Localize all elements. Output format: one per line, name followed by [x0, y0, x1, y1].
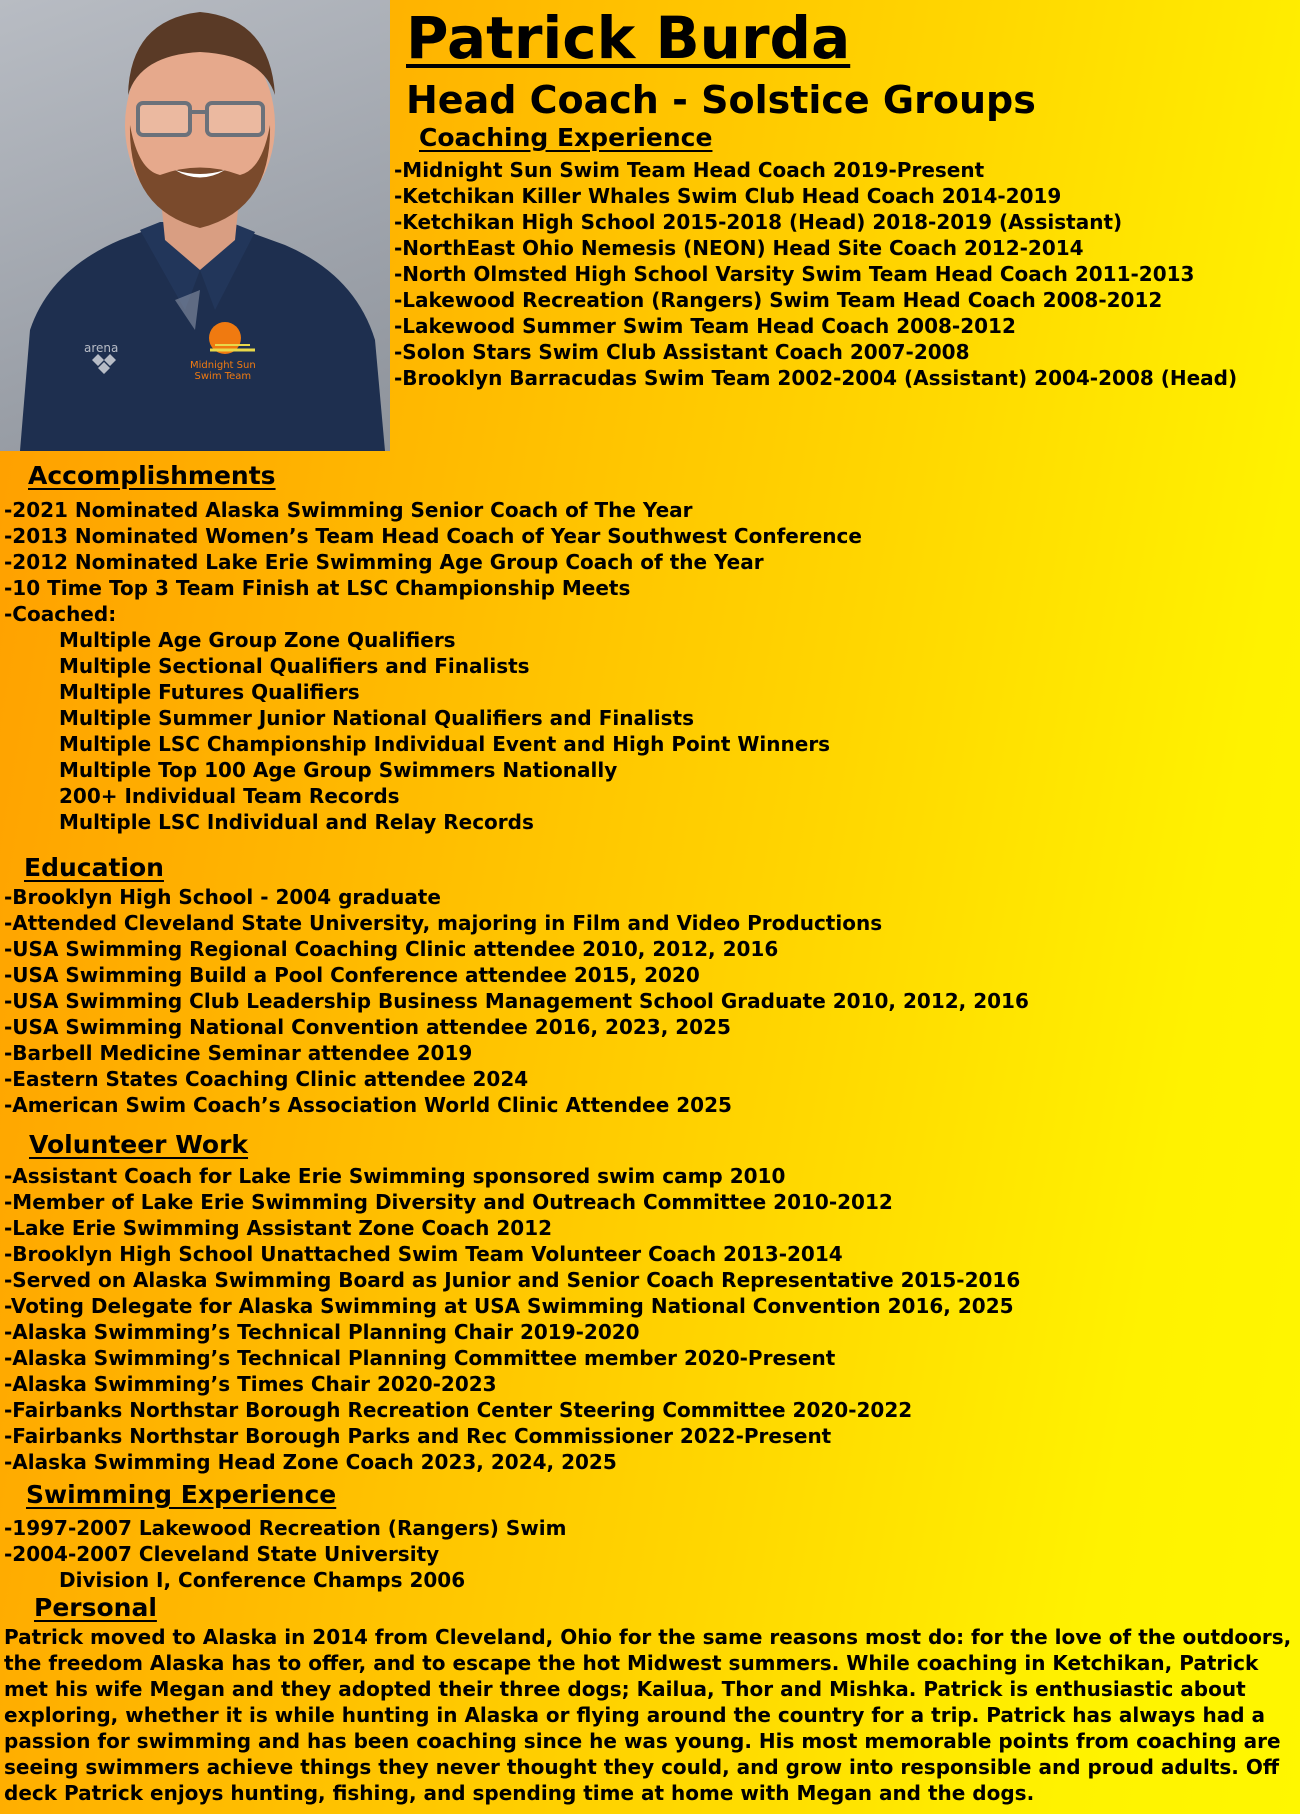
shirt-logo-text: [190, 360, 256, 382]
volunteer-item: -Alaska Swimming’s Times Chair 2020-2023: [4, 1372, 497, 1396]
swimming-experience-heading: Swimming Experience: [26, 1480, 337, 1509]
education-item: -Barbell Medicine Seminar attendee 2019: [4, 1041, 473, 1065]
coaching-experience-item: -Ketchikan High School 2015-2018 (Head) 2018-2019 (Assistant): [394, 210, 1123, 234]
shirt-logo-line-1: Midnight Sun: [190, 360, 256, 371]
volunteer-item: -Lake Erie Swimming Assistant Zone Coach 2012: [4, 1216, 553, 1240]
coach-title: Head Coach - Solstice Groups: [406, 78, 1036, 122]
education-item: -Brooklyn High School - 2004 graduate: [4, 885, 441, 909]
coached-item: Multiple Futures Qualifiers: [59, 680, 360, 704]
coaching-experience-item: -North Olmsted High School Varsity Swim Team Head Coach 2011-2013: [394, 262, 1195, 286]
volunteer-item: -Alaska Swimming Head Zone Coach 2023, 2024, 2025: [4, 1450, 617, 1474]
education-item: -USA Swimming National Convention attendee 2016, 2023, 2025: [4, 1015, 731, 1039]
coached-item: Multiple LSC Championship Individual Event and High Point Winners: [59, 732, 831, 756]
volunteer-work-list: [4, 1163, 1020, 1475]
accomplishment-item: -2012 Nominated Lake Erie Swimming Age Group Coach of the Year: [4, 550, 764, 574]
coach-photo: [0, 0, 390, 451]
brand-mark: arena: [84, 341, 119, 355]
swimming-experience-item: -1997-2007 Lakewood Recreation (Rangers) Swim: [4, 1516, 567, 1540]
coached-item: Multiple Age Group Zone Qualifiers: [59, 628, 456, 652]
volunteer-item: -Brooklyn High School Unattached Swim Team Volunteer Coach 2013-2014: [4, 1242, 843, 1266]
volunteer-item: -Voting Delegate for Alaska Swimming at USA Swimming National Convention 2016, 2025: [4, 1294, 1014, 1318]
volunteer-item: -Assistant Coach for Lake Erie Swimming sponsored swim camp 2010: [4, 1164, 786, 1188]
accomplishments-heading: Accomplishments: [28, 461, 276, 490]
education-item: -Attended Cleveland State University, majoring in Film and Video Productions: [4, 911, 883, 935]
volunteer-work-heading: Volunteer Work: [29, 1130, 249, 1159]
coaching-experience-item: -Lakewood Summer Swim Team Head Coach 2008-2012: [394, 314, 1016, 338]
volunteer-item: -Fairbanks Northstar Borough Parks and Rec Commissioner 2022-Present: [4, 1424, 832, 1448]
education-item: -USA Swimming Club Leadership Business Management School Graduate 2010, 2012, 2016: [4, 989, 1029, 1013]
accomplishment-item: -10 Time Top 3 Team Finish at LSC Championship Meets: [4, 576, 631, 600]
coaching-experience-item: -Brooklyn Barracudas Swim Team 2002-2004 (Assistant) 2004-2008 (Head): [394, 366, 1238, 390]
swimming-experience-sub-item: Division I, Conference Champs 2006: [59, 1568, 466, 1592]
coached-item: Multiple Summer Junior National Qualifiers and Finalists: [59, 706, 695, 730]
swimming-experience-list: [4, 1515, 566, 1593]
volunteer-item: -Member of Lake Erie Swimming Diversity and Outreach Committee 2010-2012: [4, 1190, 893, 1214]
coached-item: Multiple Sectional Qualifiers and Finalists: [59, 654, 530, 678]
accomplishment-item: -2013 Nominated Women’s Team Head Coach of Year Southwest Conference: [4, 524, 862, 548]
coaching-experience-item: -Ketchikan Killer Whales Swim Club Head Coach 2014-2019: [394, 184, 1062, 208]
accomplishment-item: -2021 Nominated Alaska Swimming Senior Coach of The Year: [4, 498, 693, 522]
education-heading: Education: [24, 853, 164, 882]
coaching-experience-item: -Solon Stars Swim Club Assistant Coach 2007-2008: [394, 340, 970, 364]
coaching-experience-item: -Midnight Sun Swim Team Head Coach 2019-Present: [394, 158, 985, 182]
coaching-experience-list: [394, 157, 1237, 391]
coaching-experience-item: -NorthEast Ohio Nemesis (NEON) Head Site Coach 2012-2014: [394, 236, 1084, 260]
education-list: [4, 884, 1029, 1118]
education-item: -American Swim Coach’s Association World Clinic Attendee 2025: [4, 1093, 732, 1117]
personal-heading: Personal: [34, 1593, 157, 1622]
personal-paragraph: Patrick moved to Alaska in 2014 from Cleveland, Ohio for the same reasons most do: for the love of the outdoors, the freedom Alaska has to offer, and to escape the hot Midwest summers. While coaching in Ketchikan, Patrick met his wife Megan and they adopted their three dogs; Kailua, Thor and Mishka. Patrick is enthusiastic about exploring, whether it is while hunting in Alaska or flying around the country for a trip. Patrick has always had a passion for swimming and has been coaching since he was young. His most memorable points from coaching are seeing swimmers achieve things they never thought they could, and grow into responsible and proud adults. Off deck Patrick enjoys hunting, fishing, and spending time at home with Megan and the dogs.: [4, 1625, 1292, 1805]
coached-item: Multiple Top 100 Age Group Swimmers Nationally: [59, 758, 618, 782]
swimming-experience-item: -2004-2007 Cleveland State University: [4, 1542, 440, 1566]
volunteer-item: -Fairbanks Northstar Borough Recreation Center Steering Committee 2020-2022: [4, 1398, 913, 1422]
accomplishment-item: -Coached:: [4, 602, 117, 626]
coach-portrait-illustration: [0, 0, 390, 451]
volunteer-item: -Served on Alaska Swimming Board as Junior and Senior Coach Representative 2015-2016: [4, 1268, 1021, 1292]
education-item: -Eastern States Coaching Clinic attendee 2024: [4, 1067, 529, 1091]
coached-item: 200+ Individual Team Records: [59, 784, 400, 808]
education-item: -USA Swimming Build a Pool Conference attendee 2015, 2020: [4, 963, 700, 987]
coaching-experience-item: -Lakewood Recreation (Rangers) Swim Team Head Coach 2008-2012: [394, 288, 1163, 312]
coach-name: Patrick Burda: [406, 4, 851, 72]
volunteer-item: -Alaska Swimming’s Technical Planning Committee member 2020-Present: [4, 1346, 836, 1370]
coaching-experience-heading: Coaching Experience: [419, 123, 713, 152]
shirt-logo-line-2: Swim Team: [194, 371, 252, 382]
accomplishments-list: [4, 497, 862, 835]
education-item: -USA Swimming Regional Coaching Clinic attendee 2010, 2012, 2016: [4, 937, 779, 961]
coached-item: Multiple LSC Individual and Relay Records: [59, 810, 534, 834]
volunteer-item: -Alaska Swimming’s Technical Planning Chair 2019-2020: [4, 1320, 640, 1344]
